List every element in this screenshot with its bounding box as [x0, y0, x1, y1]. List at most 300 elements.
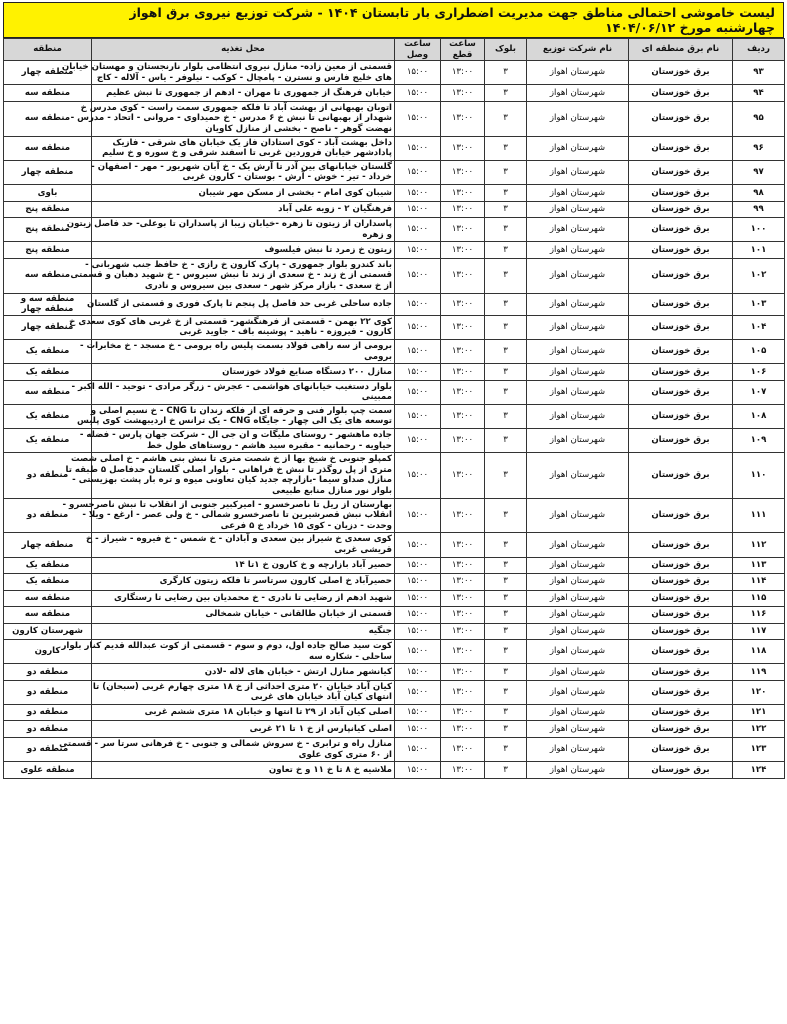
header-distribution-company: نام شرکت توزیع	[527, 39, 629, 61]
regional-company: برق خوزستان	[629, 218, 733, 242]
table-row	[4, 498, 785, 533]
distribution-company: شهرستان اهواز	[527, 680, 629, 704]
feed-location-line: حصیرآباد خ اصلی کارون سرتاسر تا فلکه زیتون کارگری	[159, 576, 392, 587]
regional-company: برق خوزستان	[629, 101, 733, 136]
feed-location-line: جنگیه	[368, 625, 392, 636]
regional-company: برق خوزستان	[629, 242, 733, 259]
feed-location-line: منازل راه و ترابری - خ سروش شمالی و جنوبی - خ فرهانی سرتا سر - قسمتی	[59, 738, 392, 749]
feed-location	[92, 721, 395, 738]
distribution-company: شهرستان اهواز	[527, 623, 629, 640]
off-time: ۱۳:۰۰	[441, 453, 485, 498]
distribution-company: شهرستان اهواز	[527, 136, 629, 160]
regional-company: برق خوزستان	[629, 293, 733, 315]
feed-location	[70, 258, 395, 293]
distribution-company: شهرستان اهواز	[527, 185, 629, 202]
off-time: ۱۳:۰۰	[441, 185, 485, 202]
row-number: ۹۴	[733, 85, 785, 102]
feed-location-line: انتهای کیان آباد خیابان های غربی	[250, 692, 392, 703]
regional-company: برق خوزستان	[629, 315, 733, 339]
on-time: ۱۵:۰۰	[395, 315, 441, 339]
distribution-company: شهرستان اهواز	[527, 293, 629, 315]
region: منطقه چهار	[4, 61, 92, 85]
feed-location-line: بلوار دستغیب خیابانهای هواشمی - عجرش - زرگر مرادی - توحید - الله اکبر -	[71, 381, 392, 392]
row-number: ۱۱۹	[733, 664, 785, 681]
row-number: ۱۲۰	[733, 680, 785, 704]
region: منطقه دو	[4, 704, 92, 721]
distribution-company: شهرستان اهواز	[527, 258, 629, 293]
region: کارون	[4, 640, 92, 664]
regional-company: برق خوزستان	[629, 258, 733, 293]
on-time: ۱۵:۰۰	[395, 704, 441, 721]
feed-location	[92, 85, 395, 102]
off-time: ۱۳:۰۰	[441, 640, 485, 664]
block-number: ۳	[485, 428, 527, 452]
row-number: ۱۲۳	[733, 737, 785, 761]
block-number: ۳	[485, 315, 527, 339]
distribution-company: شهرستان اهواز	[527, 721, 629, 738]
table-row	[4, 85, 785, 102]
on-time: ۱۵:۰۰	[395, 404, 441, 428]
off-time: ۱۳:۰۰	[441, 61, 485, 85]
region: منطقه علوی	[4, 762, 92, 779]
feed-location-line: سمت چپ بلوار فنی و حرفه ای از فلکه زندان تا CNG - خ نسیم اصلی و	[90, 405, 392, 416]
row-number: ۹۸	[733, 185, 785, 202]
feed-location-line: متری از پل روگذر تا نبش خ فراهانی - بلوار اصلی گلستان حدفاصل ۵ طبقه تا	[65, 464, 392, 475]
header-block: بلوک	[485, 39, 527, 61]
table-row	[4, 293, 785, 315]
row-number: ۱۱۳	[733, 557, 785, 574]
feed-location-line: کمپلو جنوبی خ شیخ بها از خ شصت متری تا نبش بنی هاشم - خ اصلی شصت	[70, 454, 392, 465]
on-time: ۱۵:۰۰	[395, 590, 441, 607]
feed-location-line: شهید ادهم از رضایی تا نادری - خ محمدیان بین رضایی تا رستگاری	[113, 592, 392, 603]
regional-company: برق خوزستان	[629, 339, 733, 363]
feed-location-line: بلوار نور منازل منابع طبیعی	[272, 485, 392, 496]
row-number: ۱۰۷	[733, 380, 785, 404]
distribution-company: شهرستان اهواز	[527, 85, 629, 102]
feed-location-line: قسمتی از خ زند - خ سعدی از زند تا نبش سیروس - خ شهید دهبان و قسمتی	[70, 270, 392, 281]
on-time: ۱۵:۰۰	[395, 680, 441, 704]
header-on-time: ساعت وصل	[395, 39, 441, 61]
block-number: ۳	[485, 380, 527, 404]
off-time: ۱۳:۰۰	[441, 533, 485, 557]
regional-company: برق خوزستان	[629, 640, 733, 664]
feed-location	[92, 607, 395, 624]
feed-location-line: حیاویه - رحمانیه - مقبره سید هاشم - روستاهای طول خط	[146, 440, 392, 451]
off-time: ۱۳:۰۰	[441, 242, 485, 259]
feed-location-line: قسمتی از خیابان طالقانی - خیابان شمخالی	[205, 609, 392, 620]
block-number: ۳	[485, 242, 527, 259]
distribution-company: شهرستان اهواز	[527, 380, 629, 404]
row-number: ۱۰۵	[733, 339, 785, 363]
regional-company: برق خوزستان	[629, 557, 733, 574]
feed-location-line: شیبان کوی امام - بخشی از مسکن مهر شیبان	[198, 187, 392, 198]
table-row	[4, 680, 785, 704]
on-time: ۱۵:۰۰	[395, 185, 441, 202]
on-time: ۱۵:۰۰	[395, 364, 441, 381]
distribution-company: شهرستان اهواز	[527, 61, 629, 85]
feed-location	[92, 136, 395, 160]
off-time: ۱۳:۰۰	[441, 557, 485, 574]
on-time: ۱۵:۰۰	[395, 201, 441, 218]
feed-location-line: ساحلی - شکاره سه	[309, 651, 392, 662]
regional-company: برق خوزستان	[629, 61, 733, 85]
feed-location	[65, 453, 395, 498]
feed-location-line: وحدت - دزیان - کوی ۱۵ خرداد خ ۵ فرعی	[220, 520, 392, 531]
block-number: ۳	[485, 590, 527, 607]
regional-company: برق خوزستان	[629, 185, 733, 202]
off-time: ۱۳:۰۰	[441, 607, 485, 624]
regional-company: برق خوزستان	[629, 664, 733, 681]
table-row	[4, 664, 785, 681]
row-number: ۱۰۶	[733, 364, 785, 381]
row-number: ۱۰۴	[733, 315, 785, 339]
row-number: ۱۰۸	[733, 404, 785, 428]
row-number: ۱۰۰	[733, 218, 785, 242]
feed-location-line: ملاشیه خ ۸ تا خ ۱۱ و خ تعاون	[268, 764, 392, 775]
feed-location	[70, 101, 395, 136]
row-number: ۱۱۱	[733, 498, 785, 533]
title-banner	[3, 2, 784, 38]
feed-location	[92, 201, 395, 218]
feed-location-line: جاده ساحلی غربی حد فاصل پل پنجم تا پارک فوری و قسمتی از گلستان	[87, 298, 392, 309]
off-time: ۱۳:۰۰	[441, 498, 485, 533]
regional-company: برق خوزستان	[629, 201, 733, 218]
row-number: ۹۷	[733, 160, 785, 184]
off-time: ۱۳:۰۰	[441, 339, 485, 363]
on-time: ۱۵:۰۰	[395, 258, 441, 293]
on-time: ۱۵:۰۰	[395, 428, 441, 452]
feed-location-line: از ۶۰ متری کوی علوی	[298, 749, 392, 760]
off-time: ۱۳:۰۰	[441, 85, 485, 102]
feed-location-line: پاسداران از زیتون تا زهره -خیابان زیبا از پاسداران تا بوعلی- حد فاصل زیتون	[66, 219, 392, 230]
regional-company: برق خوزستان	[629, 160, 733, 184]
feed-location-line: نهضت گوهر - ناصح - بخشی از منازل کاویان	[205, 124, 392, 135]
block-number: ۳	[485, 623, 527, 640]
regional-company: برق خوزستان	[629, 590, 733, 607]
off-time: ۱۳:۰۰	[441, 737, 485, 761]
row-number: ۹۵	[733, 101, 785, 136]
feed-location	[59, 737, 395, 761]
distribution-company: شهرستان اهواز	[527, 101, 629, 136]
region: منطقه چهار	[4, 315, 92, 339]
block-number: ۳	[485, 364, 527, 381]
table-header-row	[4, 39, 785, 61]
block-number: ۳	[485, 404, 527, 428]
on-time: ۱۵:۰۰	[395, 574, 441, 591]
table-row	[4, 623, 785, 640]
off-time: ۱۳:۰۰	[441, 380, 485, 404]
feed-location-line: کیانشهر منازل ارتش - خیابان های لاله -لادن	[204, 666, 392, 677]
distribution-company: شهرستان اهواز	[527, 315, 629, 339]
block-number: ۳	[485, 704, 527, 721]
feed-location-line: کیان آباد خیابان ۲۰ متری احداثی از خ ۱۸ متری چهارم غربی (سبحان) تا	[92, 681, 392, 692]
regional-company: برق خوزستان	[629, 704, 733, 721]
row-number: ۱۱۷	[733, 623, 785, 640]
region: منطقه یک	[4, 404, 92, 428]
table-row	[4, 315, 785, 339]
feed-location-line: کوی ۲۲ بهمن - قسمتی از فرهنگشهر- قسمتی از خ غربی های کوی سعدی خ	[69, 316, 392, 327]
document-date: چهارشنبه مورخ ۱۴۰۴/۰۶/۱۲	[605, 20, 775, 35]
on-time: ۱۵:۰۰	[395, 61, 441, 85]
feed-location	[61, 61, 395, 85]
block-number: ۳	[485, 533, 527, 557]
distribution-company: شهرستان اهواز	[527, 160, 629, 184]
row-number: ۹۹	[733, 201, 785, 218]
table-row	[4, 61, 785, 85]
on-time: ۱۵:۰۰	[395, 721, 441, 738]
table-row	[4, 607, 785, 624]
region: منطقه دو	[4, 721, 92, 738]
feed-location-line: داخل بهشت آباد - کوی استادان فاز یک خیابان های شرقی - فازیک	[112, 137, 392, 148]
on-time: ۱۵:۰۰	[395, 136, 441, 160]
table-row	[4, 428, 785, 452]
block-number: ۳	[485, 498, 527, 533]
off-time: ۱۳:۰۰	[441, 721, 485, 738]
block-number: ۳	[485, 293, 527, 315]
feed-location-line: گلستان خیابانهای بین آذر تا آرش یک - خ آبان شهریور - مهر - اصفهان -	[91, 161, 392, 172]
feed-location-line: خرداد - تیر - خوش - آرش - بوستان - کارون غربی	[182, 172, 392, 183]
feed-location	[92, 185, 395, 202]
feed-location-line: اصلی کیان آباد از ۲۹ تا انتها و خیابان ۱۸ متری ششم غربی	[144, 707, 392, 718]
off-time: ۱۳:۰۰	[441, 160, 485, 184]
feed-location-line: قسمتی از معین زاده- منازل نیروی انتظامی بلوار نارنجستان و مهستان خیابان	[61, 62, 392, 73]
regional-company: برق خوزستان	[629, 623, 733, 640]
row-number: ۱۰۳	[733, 293, 785, 315]
regional-company: برق خوزستان	[629, 380, 733, 404]
region: منطقه یک	[4, 364, 92, 381]
table-row	[4, 339, 785, 363]
on-time: ۱۵:۰۰	[395, 218, 441, 242]
on-time: ۱۵:۰۰	[395, 533, 441, 557]
block-number: ۳	[485, 136, 527, 160]
regional-company: برق خوزستان	[629, 680, 733, 704]
table-row	[4, 218, 785, 242]
distribution-company: شهرستان اهواز	[527, 339, 629, 363]
on-time: ۱۵:۰۰	[395, 339, 441, 363]
feed-location	[71, 380, 395, 404]
block-number: ۳	[485, 201, 527, 218]
regional-company: برق خوزستان	[629, 498, 733, 533]
distribution-company: شهرستان اهواز	[527, 533, 629, 557]
regional-company: برق خوزستان	[629, 364, 733, 381]
region: باوی	[4, 185, 92, 202]
block-number: ۳	[485, 640, 527, 664]
block-number: ۳	[485, 680, 527, 704]
distribution-company: شهرستان اهواز	[527, 453, 629, 498]
feed-location-line: کارون - فیروزه - ناهید - پوشینه باف - جاوید غربی	[179, 327, 392, 338]
table-row	[4, 258, 785, 293]
feed-location	[92, 557, 395, 574]
distribution-company: شهرستان اهواز	[527, 664, 629, 681]
feed-location	[79, 428, 395, 452]
row-number: ۱۲۱	[733, 704, 785, 721]
feed-location-line: اتوبان بهبهانی از بهشت آباد تا فلکه جمهوری سمت راست - کوی مدرس خ	[80, 102, 392, 113]
header-off-time: ساعت قطع	[441, 39, 485, 61]
feed-location-line: کوی سعدی خ شیراز بین سعدی و آبادان - خ شمس - خ فیروه - شیراز - خ	[85, 534, 392, 545]
off-time: ۱۳:۰۰	[441, 136, 485, 160]
distribution-company: شهرستان اهواز	[527, 590, 629, 607]
table-row	[4, 533, 785, 557]
region: منطقه سه	[4, 85, 92, 102]
on-time: ۱۵:۰۰	[395, 623, 441, 640]
feed-location-line: اصلی کیانپارس از خ ۱ تا ۲۱ غربی	[249, 723, 392, 734]
on-time: ۱۵:۰۰	[395, 607, 441, 624]
feed-location	[66, 218, 395, 242]
table-row	[4, 136, 785, 160]
off-time: ۱۳:۰۰	[441, 762, 485, 779]
header-regional-company: نام برق منطقه ای	[629, 39, 733, 61]
on-time: ۱۵:۰۰	[395, 737, 441, 761]
region: منطقه پنج	[4, 242, 92, 259]
distribution-company: شهرستان اهواز	[527, 201, 629, 218]
region: منطقه دو	[4, 664, 92, 681]
regional-company: برق خوزستان	[629, 404, 733, 428]
feed-location-line: منازل ۲۰۰ دستگاه صنایع فولاد خوزستان	[222, 366, 392, 377]
off-time: ۱۳:۰۰	[441, 218, 485, 242]
region: منطقه یک	[4, 574, 92, 591]
table-row	[4, 101, 785, 136]
row-number: ۱۱۰	[733, 453, 785, 498]
feed-location-line: و زهره	[362, 229, 392, 240]
row-number: ۱۰۱	[733, 242, 785, 259]
row-number: ۱۱۵	[733, 590, 785, 607]
feed-location-line: از خ سعدی - بازار مرکز شهر - سعدی بین سیروس و نادری	[144, 280, 392, 291]
feed-location	[79, 339, 395, 363]
regional-company: برق خوزستان	[629, 762, 733, 779]
row-number: ۱۱۶	[733, 607, 785, 624]
feed-location	[69, 315, 395, 339]
on-time: ۱۵:۰۰	[395, 293, 441, 315]
on-time: ۱۵:۰۰	[395, 453, 441, 498]
distribution-company: شهرستان اهواز	[527, 218, 629, 242]
block-number: ۳	[485, 160, 527, 184]
off-time: ۱۳:۰۰	[441, 364, 485, 381]
region: منطقه سه	[4, 101, 92, 136]
distribution-company: شهرستان اهواز	[527, 737, 629, 761]
document-sheet	[3, 2, 784, 779]
feed-location	[77, 404, 395, 428]
feed-location	[61, 640, 395, 664]
off-time: ۱۳:۰۰	[441, 404, 485, 428]
off-time: ۱۳:۰۰	[441, 623, 485, 640]
feed-location-line: خیابان فرهنگ از جمهوری تا مهران - ادهم از جمهوری تا نبش عظیم	[106, 87, 392, 98]
table-row	[4, 453, 785, 498]
table-row	[4, 185, 785, 202]
region: منطقه دو	[4, 453, 92, 498]
table-row	[4, 160, 785, 184]
off-time: ۱۳:۰۰	[441, 574, 485, 591]
feed-location-line: شهدار از بهبهانی تا نبش خ ۶ مدرس - خ حمیداوی - مروانی - اتحاد - مدرس -	[70, 113, 392, 124]
region: منطقه دو	[4, 498, 92, 533]
feed-location-line: ممبینی	[361, 392, 392, 403]
region: منطقه سه	[4, 136, 92, 160]
distribution-company: شهرستان اهواز	[527, 242, 629, 259]
feed-location-line: جاده ماهشهر - روستای ملیگات و ان جی ال - شرکت جهان پارس - فضله -	[79, 429, 392, 440]
region: منطقه سه	[4, 607, 92, 624]
row-number: ۱۰۹	[733, 428, 785, 452]
distribution-company: شهرستان اهواز	[527, 574, 629, 591]
table-row	[4, 574, 785, 591]
feed-location	[92, 680, 395, 704]
row-number: ۱۰۲	[733, 258, 785, 293]
feed-location-line: های خلیج فارس و نسترن - پامچال - کوکب - نیلوفر - یاس - آلاله - کاج	[96, 72, 392, 83]
feed-location	[92, 364, 395, 381]
distribution-company: شهرستان اهواز	[527, 640, 629, 664]
regional-company: برق خوزستان	[629, 574, 733, 591]
header-address: محل تغذیه	[92, 39, 395, 61]
row-number: ۹۳	[733, 61, 785, 85]
on-time: ۱۵:۰۰	[395, 160, 441, 184]
block-number: ۳	[485, 557, 527, 574]
off-time: ۱۳:۰۰	[441, 664, 485, 681]
block-number: ۳	[485, 737, 527, 761]
region: منطقه دو	[4, 737, 92, 761]
table-row	[4, 721, 785, 738]
block-number: ۳	[485, 574, 527, 591]
region: منطقه یک	[4, 557, 92, 574]
distribution-company: شهرستان اهواز	[527, 404, 629, 428]
region: منطقه یک	[4, 339, 92, 363]
table-row	[4, 640, 785, 664]
on-time: ۱۵:۰۰	[395, 242, 441, 259]
row-number: ۱۱۸	[733, 640, 785, 664]
feed-location-line: پادادشهر خیابان فروردین غربی تا اسفند شرقی و خ سوره و خ سلیم	[102, 148, 392, 159]
off-time: ۱۳:۰۰	[441, 293, 485, 315]
regional-company: برق خوزستان	[629, 607, 733, 624]
table-row	[4, 404, 785, 428]
on-time: ۱۵:۰۰	[395, 498, 441, 533]
off-time: ۱۳:۰۰	[441, 315, 485, 339]
on-time: ۱۵:۰۰	[395, 640, 441, 664]
on-time: ۱۵:۰۰	[395, 85, 441, 102]
off-time: ۱۳:۰۰	[441, 704, 485, 721]
off-time: ۱۳:۰۰	[441, 101, 485, 136]
off-time: ۱۳:۰۰	[441, 680, 485, 704]
region: منطقه دو	[4, 680, 92, 704]
region: منطقه سه	[4, 590, 92, 607]
block-number: ۳	[485, 339, 527, 363]
feed-location	[62, 498, 395, 533]
row-number: ۹۶	[733, 136, 785, 160]
feed-location	[92, 762, 395, 779]
region: منطقه سه	[4, 380, 92, 404]
on-time: ۱۵:۰۰	[395, 762, 441, 779]
distribution-company: شهرستان اهواز	[527, 498, 629, 533]
block-number: ۳	[485, 61, 527, 85]
regional-company: برق خوزستان	[629, 453, 733, 498]
distribution-company: شهرستان اهواز	[527, 762, 629, 779]
row-number: ۱۱۴	[733, 574, 785, 591]
on-time: ۱۵:۰۰	[395, 664, 441, 681]
distribution-company: شهرستان اهواز	[527, 607, 629, 624]
feed-location	[92, 574, 395, 591]
table-row	[4, 380, 785, 404]
table-row	[4, 737, 785, 761]
feed-location-line: برومی	[364, 351, 392, 362]
feed-location-line: باند کندرو بلوار جمهوری - پارک کارون خ رازی - خ حافظ جنب شهربانی -	[85, 259, 392, 270]
table-row	[4, 762, 785, 779]
regional-company: برق خوزستان	[629, 136, 733, 160]
header-region: منطقه	[4, 39, 92, 61]
distribution-company: شهرستان اهواز	[527, 704, 629, 721]
regional-company: برق خوزستان	[629, 428, 733, 452]
region: منطقه چهار	[4, 533, 92, 557]
feed-location	[92, 160, 395, 184]
region: منطقه پنج	[4, 218, 92, 242]
block-number: ۳	[485, 721, 527, 738]
table-body	[4, 61, 785, 778]
table-row	[4, 201, 785, 218]
